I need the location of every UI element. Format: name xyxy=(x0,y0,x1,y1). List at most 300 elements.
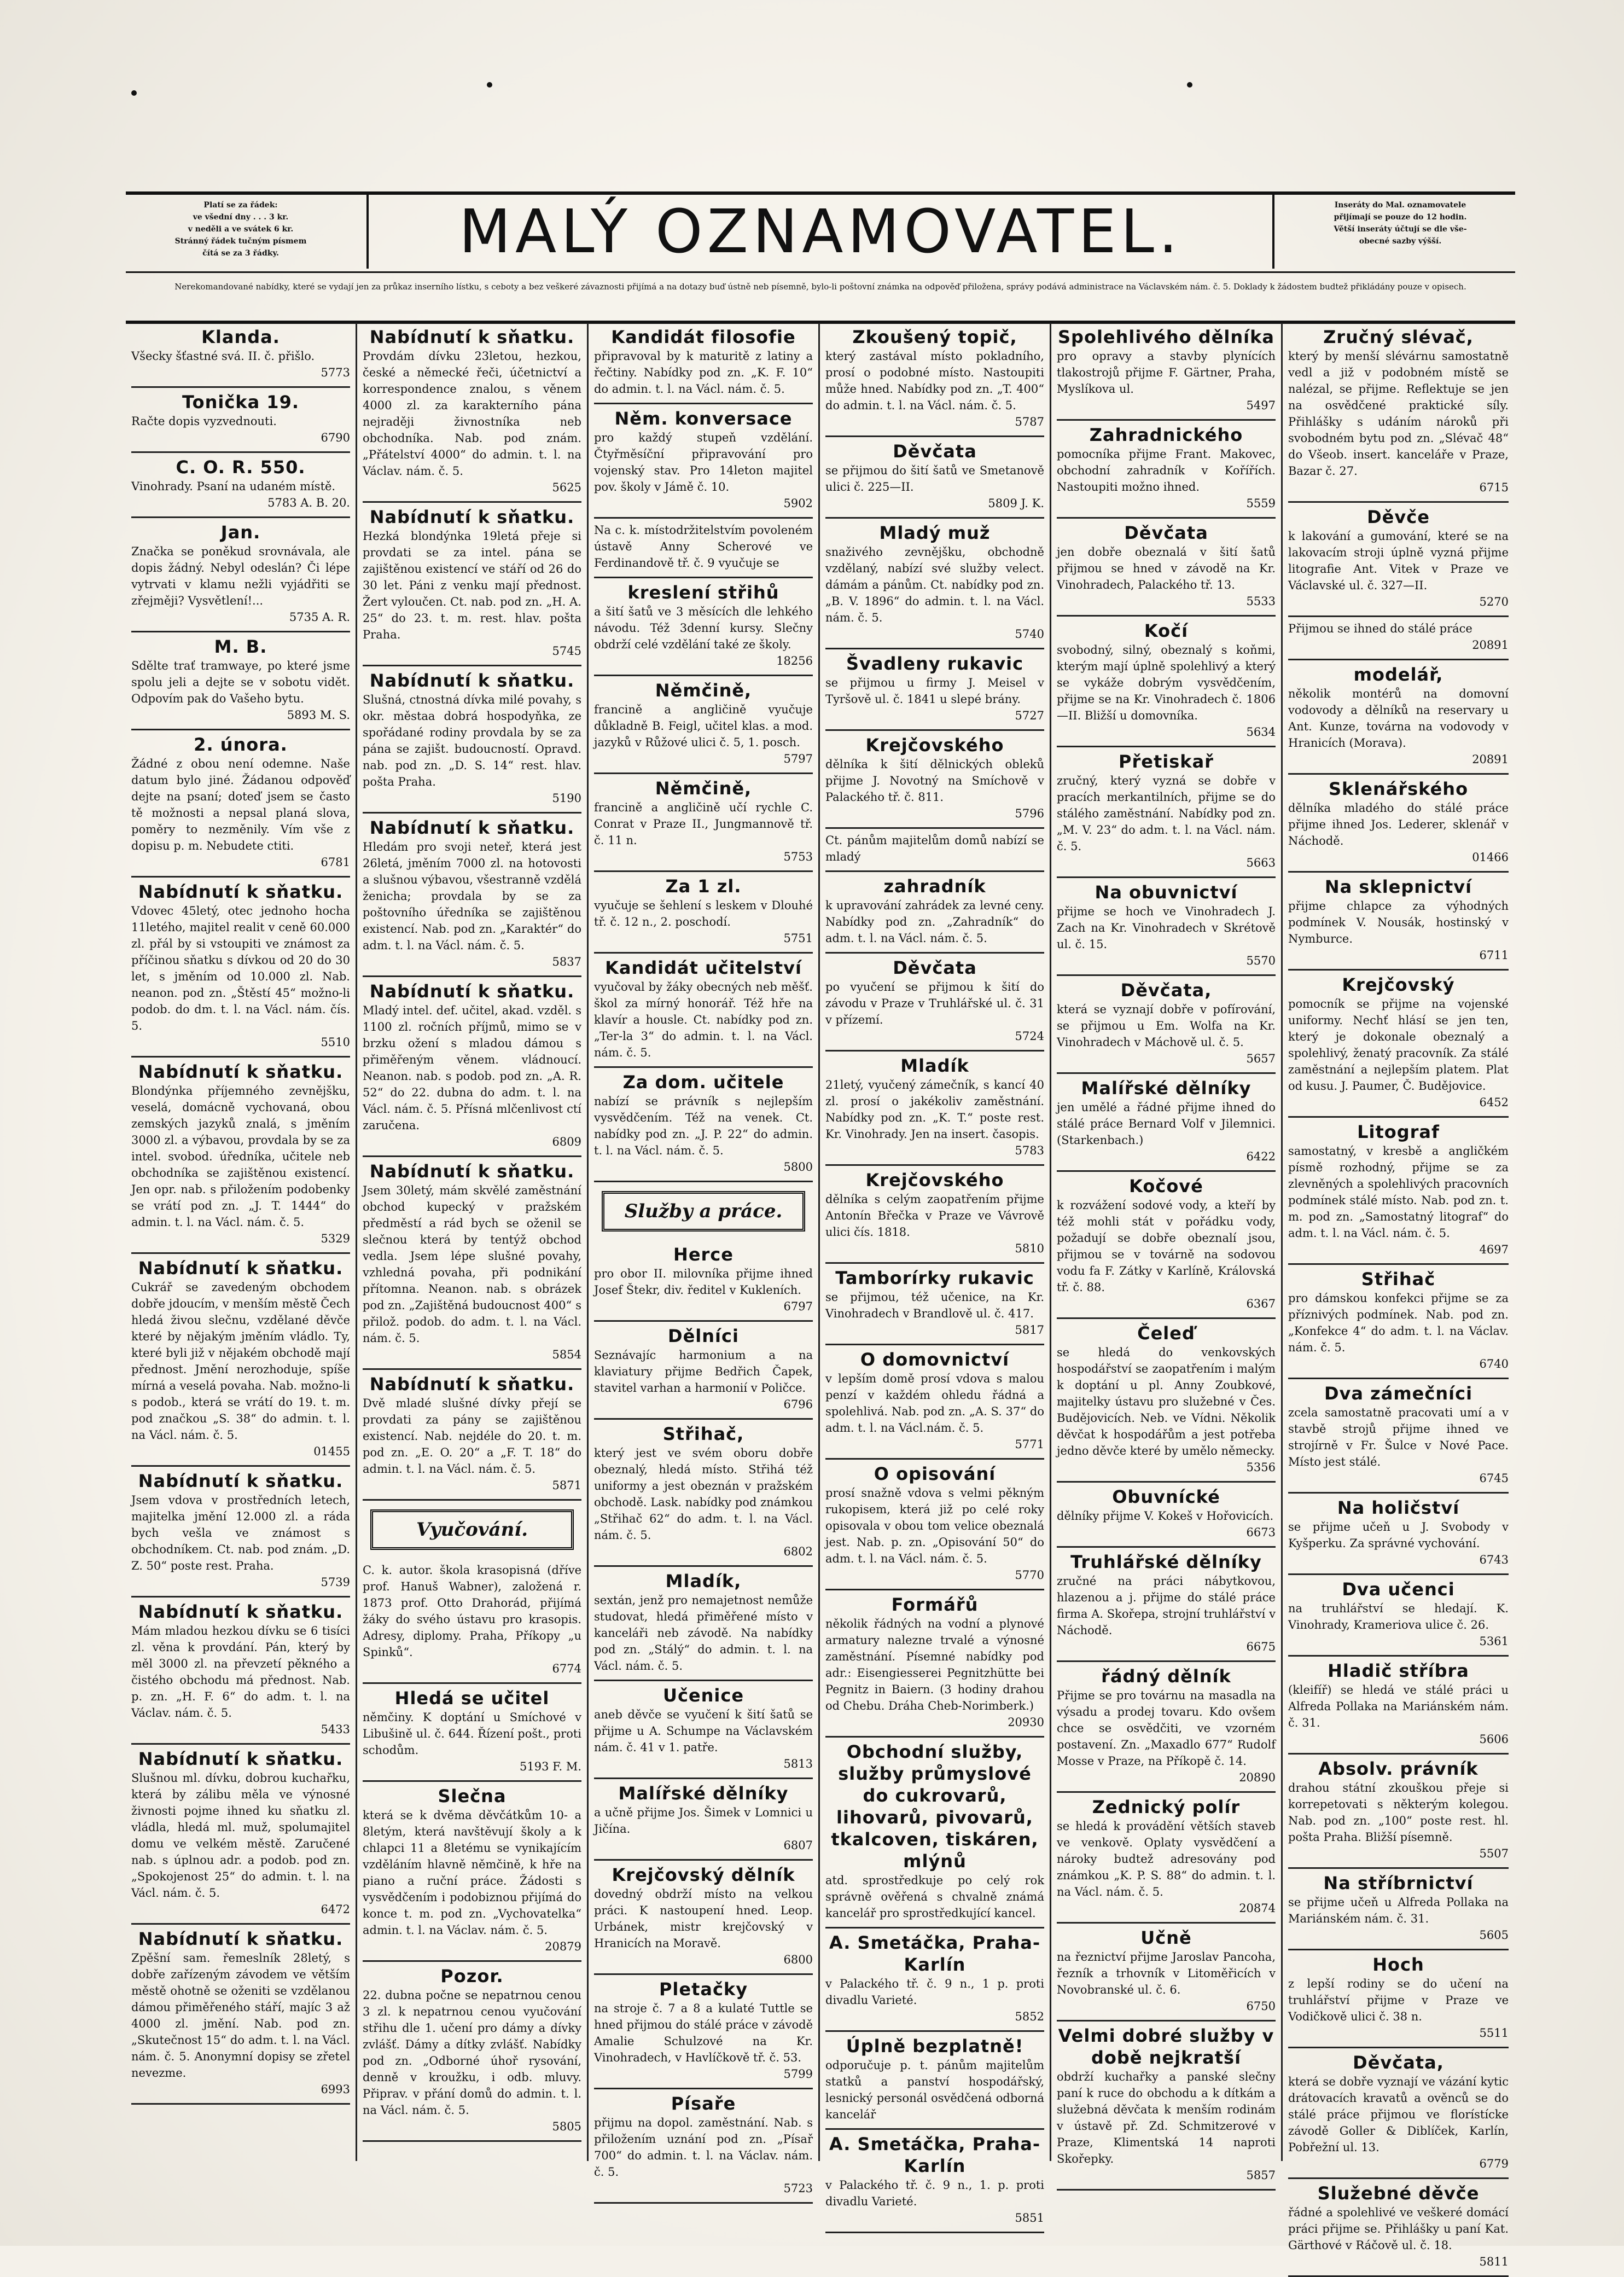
ad-code: 6472 xyxy=(321,1903,350,1916)
ad-title: Absolv. právník xyxy=(1318,1758,1479,1779)
ad-body: svobodný, silný, obeznalý s koňmi, kterým mají úplně spolehlivý a který se vykáže dobrým vysvědčením, přijme se na Kr. Vinohradech č. 1806—II. Bližší u domovníka. xyxy=(1057,643,1276,722)
ad-title: Nabídnutí k sňatku. xyxy=(138,1929,344,1949)
ad-title: Kočí xyxy=(1144,620,1189,641)
ad-code: 5787 xyxy=(1015,415,1044,428)
classified-ad xyxy=(363,1684,581,1782)
classified-ad xyxy=(1288,1265,1509,1379)
ad-code: 5799 xyxy=(783,2067,813,2081)
classified-ad xyxy=(1057,1319,1276,1483)
ad-body: několik montérů na domovní vodovody a dělníků na reservary u Ant. Kunze, továrna na vodovody v Hranicích (Morava). xyxy=(1288,687,1509,750)
ad-code: 5606 xyxy=(1479,1733,1509,1746)
ad-title: Nabídnutí k sňatku. xyxy=(369,1161,575,1182)
insert-note xyxy=(1285,199,1515,247)
classified-ad xyxy=(594,519,813,578)
ad-body: přijmu na dopol. zaměstnání. Nab. s přiložením uznání pod zn. „Písař 700“ do admin. t. l. na Václav. nám. č. 5. xyxy=(594,2116,813,2179)
ad-code: 5753 xyxy=(783,850,813,863)
ad-code: 5751 xyxy=(783,932,813,945)
ad-body: aneb děvče se vyučení k šití šatů se přijme u A. Schumpe na Václavském nám. č. 41 v 1. patře. xyxy=(594,1708,813,1754)
ad-title: Sklenářského xyxy=(1328,779,1469,799)
classified-ad xyxy=(594,1420,813,1567)
classified-ad xyxy=(363,1157,581,1370)
classified-ad xyxy=(131,1925,350,2105)
ad-code: 6745 xyxy=(1479,1472,1509,1485)
ad-body: přijme se hoch ve Vinohradech J. Zach na Kr. Vinohradech v Skrétově ul. č. 15. xyxy=(1057,905,1276,951)
ad-code: 5805 xyxy=(552,2120,581,2133)
ad-code: 6779 xyxy=(1479,2157,1509,2170)
classified-ad xyxy=(131,388,350,453)
classified-ad xyxy=(1288,1950,1509,2048)
classified-ad xyxy=(363,1962,581,2142)
classified-ad xyxy=(1288,2048,1509,2179)
classified-ad xyxy=(1288,1869,1509,1950)
ad-columns xyxy=(126,323,1515,2268)
ad-code: 20879 xyxy=(545,1940,581,1953)
ad-body: jen dobře obeznalá v šití šatů přijmou se hned v závodě na Kr. Vinohradech, Palackého tř. 13. xyxy=(1057,545,1276,591)
ad-title: Litograf xyxy=(1357,1122,1440,1142)
ad-title: O domovnictví xyxy=(860,1349,1010,1370)
ad-title: Krejčovského xyxy=(865,735,1004,756)
classified-ad xyxy=(1288,1575,1509,1657)
ad-title: Na obuvnictví xyxy=(1095,882,1238,903)
classified-ad xyxy=(825,1738,1044,1929)
classified-ad xyxy=(1288,1657,1509,1755)
ad-code: 5851 xyxy=(1015,2211,1044,2224)
ad-body: několik řádných na vodní a plynové armatury nalezne trvalé a výnosné zaměstnání. Písemné nabídky pod adr.: Eisengiesserei Pegnitzhütte bei Pegnitz in Baiern. (3 hodiny drahou od Chebu. Dráha Cheb-Norimberk.) xyxy=(825,1617,1044,1712)
ad-title: Zkoušený topič, xyxy=(852,327,1017,347)
classified-ad xyxy=(131,518,350,632)
ad-code: 6809 xyxy=(552,1135,581,1148)
ad-body: Přijmou se ihned do stálé práce xyxy=(1288,622,1472,635)
ad-title: Krejčovský xyxy=(1342,974,1455,995)
ad-title: Obchodní služby, služby průmyslové do cukrovarů, lihovarů, pivovarů, tkalcoven, tiskáren, mlýnů xyxy=(831,1741,1039,1872)
ad-body: Račte dopis vyzvednouti. xyxy=(131,415,277,428)
ad-title: Učně xyxy=(1140,1927,1192,1948)
newspaper-page xyxy=(126,191,1515,2268)
ad-title: Nabídnutí k sňatku. xyxy=(138,1258,344,1279)
ad-code: 5724 xyxy=(1015,1030,1044,1043)
ad-code: 20891 xyxy=(1472,638,1509,652)
ad-body: atd. sprostředkuje po celý rok správně ověřená s chvalně známá kancelář pro sprostředkující kancel. xyxy=(825,1874,1044,1920)
ad-code: 5625 xyxy=(552,481,581,494)
ad-code: 5657 xyxy=(1246,1052,1276,1065)
classified-ad xyxy=(131,730,350,878)
section-heading-teaching: Vyučování. xyxy=(370,1509,574,1550)
ad-body: pomocníka přijme Frant. Makovec, obchodní zahradník v Kořířích. Nastoupiti možno ihned. xyxy=(1057,448,1276,493)
ad-title: Mladík xyxy=(900,1055,969,1076)
ad-body: jen umělé a řádné přijme ihned do stálé práce Bernard Volf v Jilemnici. (Starkenbach.) xyxy=(1057,1101,1276,1147)
ad-code: 5771 xyxy=(1015,1438,1044,1451)
ad-code: 5800 xyxy=(783,1160,813,1174)
ad-title: Nabídnutí k sňatku. xyxy=(369,1374,575,1395)
classified-ad xyxy=(594,1068,813,1182)
ad-body: němčiny. K doptání u Smíchové v Libušině ul. č. 644. Řízení pošt., proti schodům. xyxy=(363,1711,581,1757)
ad-title: O opisování xyxy=(874,1463,996,1484)
ad-body: vyučuje se šehlení s leskem v Dlouhé tř. č. 12 n., 2. poschodí. xyxy=(594,899,813,928)
ad-code: 5634 xyxy=(1246,725,1276,739)
ad-title: Děvče xyxy=(1367,507,1430,527)
classified-ad xyxy=(825,1929,1044,2032)
ad-code: 5329 xyxy=(321,1232,350,1245)
ad-code: 6452 xyxy=(1479,1096,1509,1109)
ad-body: po vyučení se přijmou k šití do závodu v Praze v Truhlářské ul. č. 31 v přízemí. xyxy=(825,980,1044,1026)
ad-title: Hladič stříbra xyxy=(1328,1660,1469,1681)
ad-code: 6673 xyxy=(1246,1526,1276,1539)
ad-body: zručný, který vyzná se dobře v pracích merkantilních, přijme se do stálého zaměstnání. Nabídky pod zn. „M. V. 23“ do adm. t. l. na Václ. nám. č. 5. xyxy=(1057,774,1276,853)
ad-code: 5559 xyxy=(1246,497,1276,510)
classified-ad xyxy=(594,872,813,954)
scan-speck xyxy=(131,90,137,96)
ad-body: Značka se poněkud srovnávala, ale dopis žádný. Nebyl odeslán? Či lépe vytrvati v klamu nežli vyjádřiti se zřejměji? Vysvětlení!... xyxy=(131,545,350,607)
classified-ad xyxy=(1057,1172,1276,1319)
ad-body: dovedný obdrží místo na velkou práci. K nastoupení hned. Leop. Urbánek, mistr krejčovský v Hranicích na Moravě. xyxy=(594,1887,813,1950)
classified-ad xyxy=(1057,1662,1276,1793)
ad-body: zcela samostatně pracovati umí a v stavbě strojů přijme ihned ve strojírně v Fr. Šulce v Nové Pace. Místo jest stálé. xyxy=(1288,1406,1509,1468)
ad-code: 5735 A. R. xyxy=(289,611,350,624)
classified-ad xyxy=(825,1460,1044,1590)
ad-body: se přijme učeň u Alfreda Pollaka na Mariánském nám. č. 31. xyxy=(1288,1896,1509,1925)
classified-ad xyxy=(825,519,1044,649)
ad-code: 6675 xyxy=(1246,1640,1276,1653)
classified-ad xyxy=(1288,1118,1509,1265)
ad-title: A. Smetáčka, Praha-Karlín xyxy=(829,1932,1041,1975)
ad-body: pro opravy a stavby plynících tlakostrojů přijme F. Gärtner, Praha, Myslíkova ul. xyxy=(1057,350,1276,396)
ad-code: 5511 xyxy=(1479,2026,1509,2040)
ad-code: 5605 xyxy=(1479,1929,1509,1942)
ad-body: Mladý intel. def. učitel, akad. vzděl. s 1100 zl. ročních příjmů, mimo se v brzku ožení s mladou dámou s přiměřeným věnem. vládnoucí. Neanon. nab. s podob. pod zn. „A. R. 52“ do 22. dubna do adm. t. l. na Václ. nám. č. 5. Přísná mlčenlivost ctí zaručena. xyxy=(363,1004,581,1132)
ad-body: se přijme učeň u J. Svobody v Kyšperku. Za správné vychování. xyxy=(1288,1520,1509,1550)
ad-body: pro každý stupeň vzdělání. Čtyřměsíční připravování pro vojenský stav. Pro 14leton majitel pov. školy v Jámě č. 10. xyxy=(594,431,813,493)
ad-code: 5783 A. B. 20. xyxy=(267,496,350,509)
classified-ad xyxy=(1288,617,1509,660)
ad-title: C. O. R. 550. xyxy=(176,457,306,478)
ad-body: řádné a spolehlivé ve veškeré domácí práci přijme se. Přihlášky u paní Kat. Gärthové v Ráčově ul. č. 18. xyxy=(1288,2206,1509,2252)
ad-title: Obuvnícké xyxy=(1112,1486,1220,1507)
classified-ad xyxy=(594,404,813,519)
ad-code: 01466 xyxy=(1472,851,1509,864)
classified-ad xyxy=(825,1166,1044,1264)
ad-title: Děvčata xyxy=(893,441,977,462)
classified-ad xyxy=(1288,2179,1509,2277)
classified-ad xyxy=(1057,747,1276,878)
page-title: MALÝ OZNAMOVATEL. xyxy=(366,195,1274,269)
ad-title: Dělníci xyxy=(668,1326,739,1346)
classified-ad xyxy=(1057,878,1276,976)
ad-body: obdrží kuchařky a panské slečny paní k ruce do obchodu a k dítkám a služebná děvčata k menším rodinám v ústavě př. Zd. Schmitzerové v Praze, Klimentská 14 naproti Skořepky. xyxy=(1057,2070,1276,2165)
ad-code: 5433 xyxy=(321,1723,350,1736)
classified-ad xyxy=(825,2032,1044,2130)
ad-body: Ct. pánům majitelům domů nabízí se mladý xyxy=(825,834,1044,863)
ad-code: 18256 xyxy=(776,654,813,667)
ad-body: Žádné z obou není odemne. Naše datum bylo jiné. Žádanou odpověď dejte na psaní; doteď jsem se často tě možnosti a nepsal planá slova, poměry to nezměnily. Vím vše z dopisu p. m. Nebudete ctiti. xyxy=(131,757,350,852)
ad-code: 5663 xyxy=(1246,856,1276,869)
classified-ad xyxy=(131,323,350,388)
classified-ad xyxy=(594,1681,813,1779)
ad-body: nabízí se právník s nejlepším vysvědčením. Též na venek. Ct. nabídky pod zn. „J. P. 22“ do admin. t. l. na Václ. nám. č. 5. xyxy=(594,1095,813,1157)
ad-title: Na stříbrnictví xyxy=(1323,1873,1474,1893)
column-6 xyxy=(1283,323,1514,2268)
ad-code: 5871 xyxy=(552,1479,581,1492)
ad-code: 5902 xyxy=(783,497,813,510)
price-note-line: Stránný řádek tučným písmem xyxy=(174,237,307,246)
price-note-line: Platí se za řádek: xyxy=(203,201,278,210)
ad-body: snaživého zevnějšku, obchodně vzdělaný, nabízí své služby velect. dámám a pánům. Ct. nabídky pod zn. „B. V. 1896“ do admin. t. l. na Václ. nám. č. 5. xyxy=(825,545,1044,624)
ad-body: k lakování a gumování, které se na lakovacím stroji úplně vyzná přijme litografie Ant. Vitek v Praze ve Václavské ul. č. 327—II. xyxy=(1288,530,1509,592)
ad-title: Dva učenci xyxy=(1342,1579,1455,1600)
ad-title: Němčině, xyxy=(655,778,752,799)
ad-body: 22. dubna počne se nepatrnou cenou 3 zl. k nepatrnou cenou vyučování střihu dle 1. učení pro dámy a dívky zvlášť. Dámy a dítky zvlášť. Nabídky pod zn. „Odborné úhoř rysování, denně v kroužku, i odb. mluvy. Připrav. v přání domů do admin. t. l. na Václ. nám. č. 5. xyxy=(363,1989,581,2117)
ad-title: Kandidát filosofie xyxy=(611,327,796,347)
ad-body: dělníka mladého do stálé práce přijme ihned Jos. Lederer, sklenář v Náchodě. xyxy=(1288,801,1509,847)
ad-body: Zpěšní sam. řemeslník 28letý, s dobře zařízeným závodem ve větším městě ohotně se oženiti se vzdělanou dámou přiměřeného stáří, majíc 3 až 4000 zl. jmění. Nab. pod zn. „Skutečnost 15“ do adm. t. l. na Václ. nám. č. 5. Anonymní dopisy se zřetel nevezme. xyxy=(131,1951,350,2079)
ad-code: 5533 xyxy=(1246,595,1276,608)
ad-body: se hledá k provádění větších staveb ve venkově. Oplaty vysvědčení a nároky budtež adresovány pod známkou „K. P. S. 88“ do admin. t. l. na Václ. nám. č. 5. xyxy=(1057,1820,1276,1898)
column-5 xyxy=(1051,323,1283,2182)
ad-title: Na sklepnictví xyxy=(1324,876,1472,897)
ad-title: Krejčovského xyxy=(865,1170,1004,1190)
ad-body: francině a angličině učí rychle C. Conrat v Praze II., Jungmannově tř. č. 11 n. xyxy=(594,801,813,847)
ad-title: Hledá se učitel xyxy=(394,1688,550,1709)
ad-code: 6750 xyxy=(1246,2000,1276,2013)
ad-title: M. B. xyxy=(214,636,267,657)
ad-body: Jsem 30letý, mám skvělé zaměstnání obchod kupecký v pražském předměstí a rád bych se oženil se slečnou která by tentýž obchod vedla. Jsem lépe slušné povahy, vzhledná povaha, při podnikání přítomna. Neanon. nab. s obrázek pod zn. „Zajištěná budoucnost 400“ s přilož. podob. do adm. t. l. na Václ. nám. č. 5. xyxy=(363,1184,581,1345)
administration-note: Nerekomandované nabídky, které se vydají jen za průkaz inserního lístku, s ceboty a bez veškeré závaznosti přijímá a na dotazy buď ústně neb písemně, bylo-li poštovní známka na odpověď přiložena, správy podává administrace na Václavském nám. č. 5. Doklady k žádostem budtež přikládány pouze v opisech. xyxy=(126,271,1515,324)
ad-body: Mám mladou hezkou dívku se 6 tisíci zl. věna k provdání. Pán, který by měl 3000 zl. na převzetí pěkného a čistého obchodu má přednost. Nab. p. zn. „H. F. 6“ do adm. t. l. na Václav. nám. č. 5. xyxy=(131,1624,350,1720)
ad-title: Kočové xyxy=(1129,1176,1203,1196)
classified-ad xyxy=(1057,976,1276,1074)
ad-title: Učenice xyxy=(662,1685,744,1706)
insert-note-line: Větší inseráty účtují se dle vše- xyxy=(1334,225,1467,234)
ad-code: 6743 xyxy=(1479,1553,1509,1566)
ad-body: Provdám dívku 23letou, hezkou, české a německé řeči, účetnictví a korrespondence znalou, s věnem 4000 zl. za karakterního pána nejraději živnostníka neb obchodníka. Nab. pod znám. „Přátelství 4000“ do admin. t. l. na Václav. nám. č. 5. xyxy=(363,350,581,478)
ad-code: 5723 xyxy=(783,2182,813,2195)
ad-code: 5773 xyxy=(321,366,350,379)
ad-body: C. k. autor. škola krasopisná (dříve prof. Hanuš Wabner), založená r. 1873 prof. Otto Drahorád, přijímá žáky do svého ústavu pro krasopis. Adresy, diplomy. Praha, Příkopy „u Spinků“. xyxy=(363,1564,581,1659)
ad-code: 6781 xyxy=(321,856,350,869)
ad-body: v Palackého tř. č. 9 n., 1 p. proti divadlu Varieté. xyxy=(825,1977,1044,2007)
ad-code: 20890 xyxy=(1239,1771,1276,1784)
ad-body: který by menší slévárnu samostatně vedl a již v podobném místě se nalézal, se přijme. Reflektuje se jen na osvědčené praktické síly. Přihlášky s udáním nároků při svobodném bytu pod zn. „Slévač 48“ do Všeob. insert. kanceláře v Praze, Bazar č. 27. xyxy=(1288,350,1509,478)
ad-body: z lepší rodiny se do učení na truhlářství přijme v Praze ve Vodičkově ulici č. 38 n. xyxy=(1288,1977,1509,2023)
ad-body: přijme chlapce za výhodných podmínek V. Nousák, hostinský v Nymburce. xyxy=(1288,899,1509,945)
ad-body: připravoval by k maturitě z latiny a řečtiny. Nabídky pod zn. „K. F. 10“ do admin. t. l. na Václ. nám. č. 5. xyxy=(594,350,813,396)
ad-body: se přijmou u firmy J. Meisel v Tyršově ul. č. 1841 u slepé brány. xyxy=(825,676,1044,706)
classified-ad xyxy=(1057,323,1276,421)
classified-ad xyxy=(1288,503,1509,617)
ad-title: Klanda. xyxy=(201,327,280,347)
ad-title: řádný dělník xyxy=(1101,1666,1231,1687)
ad-code: 5837 xyxy=(552,955,581,968)
ad-code: 5810 xyxy=(1015,1242,1044,1255)
ad-title: kreslení střihů xyxy=(627,582,779,603)
ad-title: Velmi dobré služby v době nejkratší xyxy=(1058,2025,1274,2068)
ad-title: Pletačky xyxy=(659,1979,748,2000)
ad-title: Truhlářské dělníky xyxy=(1070,1552,1262,1572)
ad-title: Jan. xyxy=(220,522,261,543)
ad-body: Sdělte trať tramwaye, po které jsme spolu jeli a dejte se v sobotu vidět. Odpovím pak do Vašeho bytu. xyxy=(131,659,350,705)
ad-body: Vdovec 45letý, otec jednoho hocha 11letého, majitel realit v ceně 60.000 zl. přál by si vstoupiti ve známost za příčinou sňatku s dívkou od 20 do 30 let, s jměním od 10.000 zl. Nab. neanon. pod zn. „Štěstí 45“ možno-li podob. do dm. t. l. na Václ. nám. čís. 5. xyxy=(131,904,350,1032)
ad-body: pro dámskou konfekci přijme se za příznivých podmínek. Nab. pod zn. „Konfekce 4“ do adm. t. l. na Václav. nám. č. 5. xyxy=(1288,1292,1509,1354)
ad-code: 6807 xyxy=(783,1839,813,1852)
ad-body: Blondýnka příjemného zevnějšku, veselá, domácně vychovaná, obou zemských jazyků znalá, s jměním 3000 zl. a výbavou, provdala by se za intel. svobod. úředníka, učitele neb obchodníka se zajištěnou existencí. Jen opr. nab. s přiložením podobenky se vrátí pod zn. „J. T. 1444“ do admin. t. l. na Václ. nám. č. 5. xyxy=(131,1084,350,1229)
ad-body: Slušná, ctnostná dívka milé povahy, s okr. městaa dobrá hospodyňka, ze spořádané rodiny provdala by se za pána se zajišt. budoucností. Opravd. nab. pod zn. „D. S. 14“ rest. hlav. pošta Praha. xyxy=(363,693,581,788)
ad-body: zručné na práci nábytkovou, hlazenou a j. přijme do stálé práce firma A. Skořepa, strojní truhlářství v Náchodě. xyxy=(1057,1575,1276,1637)
price-note-line: ve všední dny . . . 3 kr. xyxy=(193,213,289,222)
ad-code: 5893 M. S. xyxy=(287,708,350,722)
classified-ad xyxy=(825,1264,1044,1345)
classified-ad xyxy=(594,774,813,872)
ad-title: Na holičství xyxy=(1337,1497,1460,1518)
ad-title: Tonička 19. xyxy=(182,392,299,413)
classified-ad xyxy=(825,829,1044,872)
price-note-line: v neděli a ve svátek 6 kr. xyxy=(188,225,294,234)
ad-body: se přijmou, též učenice, na Kr. Vinohradech v Brandlově ul. č. 417. xyxy=(825,1291,1044,1320)
ad-title: 2. února. xyxy=(194,734,288,755)
classified-ad xyxy=(131,453,350,518)
ad-body: Dvě mladé slušné dívky přejí se provdati za pány se zajištěnou existencí. Nab. nejdéle do 20. t. m. pod zn. „E. O. 20“ a „F. T. 18“ do admin. t. l. na Václ. nám. č. 5. xyxy=(363,1397,581,1476)
ad-code: 5796 xyxy=(1015,807,1044,820)
ad-code: 5361 xyxy=(1479,1635,1509,1648)
ad-body: Seznávajíc harmonium a na klaviatury přijme Bedřich Čapek, stavitel varhan a harmonií v Poličce. xyxy=(594,1349,813,1395)
ad-body: na truhlářství se hledají. K. Vinohrady, Krameriova ulice č. 26. xyxy=(1288,1602,1509,1631)
ad-body: dělníka k šití dělnických obleků přijme J. Novotný na Smíchově v Palackého tř. č. 811. xyxy=(825,758,1044,804)
ad-code: 20930 xyxy=(1008,1716,1044,1729)
classified-ad xyxy=(1057,421,1276,519)
classified-ad xyxy=(131,1058,350,1254)
classified-ad xyxy=(594,323,813,404)
ad-code: 5770 xyxy=(1015,1569,1044,1582)
ad-title: Nabídnutí k sňatku. xyxy=(138,881,344,902)
classified-ad xyxy=(1057,1074,1276,1172)
classified-ad xyxy=(363,814,581,977)
ad-title: Mladý muž xyxy=(879,522,991,543)
ad-code: 6796 xyxy=(783,1398,813,1411)
ad-body: 21letý, vyučený zámečník, s kancí 40 zl. prosí o jakékoliv zaměstnání. Nabídky pod zn. „K. T.“ poste rest. Kr. Vinohrady. Jen na insert. časopis. xyxy=(825,1078,1044,1141)
ad-title: Nabídnutí k sňatku. xyxy=(369,981,575,1002)
classified-ad xyxy=(825,954,1044,1052)
classified-ad xyxy=(1288,775,1509,873)
ad-body: která se dobře vyznají ve vázání kytic drátovacích kravatů a ověnců se do stálé práce přijmou ve florístícke závodě Goller & Diblíček, Karlín, Pobřežní ul. 13. xyxy=(1288,2075,1509,2154)
column-4 xyxy=(820,323,1051,2224)
ad-title: Nabídnutí k sňatku. xyxy=(369,327,575,347)
ad-code: 6800 xyxy=(783,1953,813,1966)
ad-code: 6715 xyxy=(1479,481,1509,494)
ad-title: Střihač xyxy=(1361,1269,1436,1289)
classified-ad xyxy=(363,1782,581,1962)
classified-ad xyxy=(825,731,1044,829)
ad-body: Slušnou ml. dívku, dobrou kuchařku, která by zálibu měla ve výnosné živnosti pojme ihned ku sňatku zl. vládla, hledá ml. muž, spolumajitel domu ve velkém městě. Zaručené nab. s úplnou adr. a podob. pod zn. „Spokojenost 25“ do admin. t. l. na Václ. nám. č. 5. xyxy=(131,1771,350,1900)
classified-ad xyxy=(825,1052,1044,1166)
ad-code: 5570 xyxy=(1246,954,1276,967)
ad-code: 5507 xyxy=(1479,1847,1509,1860)
ad-title: Střihač, xyxy=(662,1424,744,1444)
ad-code: 5193 F. M. xyxy=(520,1760,581,1773)
ad-title: Slečna xyxy=(438,1786,507,1807)
ad-title: Děvčata xyxy=(893,957,977,978)
ad-body: (kleifíř) se hledá ve stálé práci u Alfreda Pollaka na Mariánském nám. č. 31. xyxy=(1288,1683,1509,1729)
masthead xyxy=(126,191,1515,324)
classified-ad xyxy=(594,1975,813,2089)
ad-code: 5356 xyxy=(1246,1461,1276,1474)
ad-title: Zručný slévač, xyxy=(1323,327,1474,347)
ad-code: 5852 xyxy=(1015,2010,1044,2023)
ad-title: modelář, xyxy=(1353,664,1443,685)
ad-title: Za dom. učitele xyxy=(622,1072,784,1093)
classified-ad xyxy=(594,1567,813,1681)
ad-body: pro obor II. milovníka přijme ihned Josef Štekr, div. ředitel v Kukleních. xyxy=(594,1267,813,1297)
classified-ad xyxy=(363,977,581,1157)
classified-ad xyxy=(594,676,813,774)
classified-ad xyxy=(131,1467,350,1598)
ad-title: Švadleny rukavic xyxy=(846,653,1024,674)
ad-code: 20891 xyxy=(1472,753,1509,766)
ad-code: 5809 J. K. xyxy=(988,497,1044,510)
ad-title: Úplně bezplatně! xyxy=(846,2036,1024,2057)
ad-code: 5854 xyxy=(552,1348,581,1361)
ad-title: Děvčata xyxy=(1124,522,1208,543)
ad-title: A. Smetáčka, Praha-Karlín xyxy=(829,2134,1041,2176)
scan-speck xyxy=(1187,82,1192,88)
classified-ad xyxy=(131,878,350,1058)
ad-title: Nabídnutí k sňatku. xyxy=(369,507,575,527)
column-3 xyxy=(589,323,820,2195)
ad-code: 6740 xyxy=(1479,1357,1509,1370)
classified-ad xyxy=(594,1861,813,1975)
ad-title: Nabídnutí k sňatku. xyxy=(138,1601,344,1622)
ad-body: dělníka s celým zaopatřením přijme Antonín Břečka v Praze ve Vávrově ulici čís. 1818. xyxy=(825,1193,1044,1239)
ad-code: 5727 xyxy=(1015,709,1044,722)
section-heading-services: Služby a práce. xyxy=(602,1191,805,1232)
price-note-line: čítá se za 3 řádky. xyxy=(202,249,279,258)
ad-code: 5813 xyxy=(783,1757,813,1770)
classified-ad xyxy=(1288,873,1509,971)
classified-ad xyxy=(363,666,581,814)
ad-title: Hoch xyxy=(1372,1954,1424,1975)
ad-code: 5270 xyxy=(1479,595,1509,608)
column-1 xyxy=(126,323,357,2161)
classified-ad xyxy=(1288,1755,1509,1869)
ad-title: Písaře xyxy=(671,2093,736,2114)
classified-ad xyxy=(131,632,350,730)
ad-body: se hledá do venkovských hospodářství se zaopatřením i malým k doptání u pl. Anny Zoubkové, majitelky ústavu pro služebné v Čes. Budějovicích. Neb. ve Vídni. Několik děvčat k hospodářům a jest potřeba jedno děvče které by umělo německy. xyxy=(1057,1346,1276,1457)
ad-code: 4697 xyxy=(1479,1243,1509,1256)
ad-body: vyučoval by žáky obecných neb měšť. škol za mírný honorář. Též hře na klavír a housle. Ct. nabídky pod zn. „Ter-la 3“ do admin. t. l. na Václ. nám. č. 5. xyxy=(594,980,813,1059)
classified-ad xyxy=(594,578,813,676)
ad-body: k upravování zahrádek za levné ceny. Nabídky pod zn. „Zahradník“ do adm. t. l. na Václ. nám. č. 5. xyxy=(825,899,1044,945)
classified-ad xyxy=(363,503,581,666)
ad-body: v Palackého tř. č. 9 n., 1. p. proti divadlu Varieté. xyxy=(825,2179,1044,2208)
ad-title: Přetiskař xyxy=(1119,751,1214,772)
ad-body: Hledám pro svoji neteř, která jest 26letá, jměním 7000 zl. na hotovosti a slušnou výbavou, všestranně vzdělá ženicha; provdala by se za poštovního úředníka se zajištěnou existencí. Nab. pod zn. „Karaktér“ do adm. t. l. na Václ. nám. č. 5. xyxy=(363,840,581,952)
ad-body: sextán, jenž pro nemajetnost nemůže studovat, hledá přiměřené místo v kanceláři neb závodě. Na nabídky pod zn. „Stálý“ do admin. t. l. na Václ. nám. č. 5. xyxy=(594,1594,813,1672)
ad-body: který jest ve svém oboru dobře obeznalý, hledá místo. Střihá též uniformy a jest obeznán v pražském obchodě. Lask. nabídky pod známkou „Střihač 62“ do adm. t. l. na Václ. nám. č. 5. xyxy=(594,1447,813,1542)
insert-note-line: přijímají se pouze do 12 hodin. xyxy=(1334,213,1467,222)
ad-body: Všecky šťastné svá. II. č. přišlo. xyxy=(131,350,315,363)
ad-body: na řeznictví přijme Jaroslav Pancoha, řezník a trhovník v Litoměřicích v Novobranské ul. č. 6. xyxy=(1057,1950,1276,1996)
classified-ad xyxy=(1288,1494,1509,1575)
ad-body: Cukrář se zavedeným obchodem dobře jdoucím, v menším městě Čech hledá živou slečnu, vzdělané děvče které by nějakým jměním vládlo. Ty, které byli již v nějakém obchodě mají přednost. Jmění nerozhoduje, spíše mírná a veselá povaha. Nab. možno-li s podob., která se vrátí do 19. t. m. pod značkou „S. 38“ do admin. t. l. na Václ. nám. č. 5. xyxy=(131,1281,350,1442)
ad-title: Krejčovský dělník xyxy=(612,1864,795,1885)
ad-body: pomocník se přijme na vojenské uniformy. Nechť hlásí se jen ten, který je dokonale obeznalý a spolehlivý, ženatý pracovník. Za stálé zaměstnání a nejlepším platem. Plat od kusu. J. Paumer, Č. Budějovice. xyxy=(1288,997,1509,1093)
ad-body: která se k dvěma děvčátkům 10- a 8letým, která navštěvují školy a k chlapci 11 a 8letému se vynikajícím vzděláním hlavně němčině, k hře na piano a ruční práce. Žádosti s vysvědčením i podobiznou přijímá do konce t. m. pod zn. „Vychovatelka“ admin. t. l. na Václav. nám. č. 5. xyxy=(363,1809,581,1937)
insert-note-line: Inseráty do Mal. oznamovatele xyxy=(1334,201,1466,210)
classified-ad xyxy=(594,1322,813,1420)
classified-ad xyxy=(1057,1483,1276,1548)
ad-code: 5817 xyxy=(1015,1323,1044,1337)
ad-title: Nabídnutí k sňatku. xyxy=(138,1061,344,1082)
classified-ad xyxy=(1057,1548,1276,1662)
ad-code: 6422 xyxy=(1246,1150,1276,1163)
ad-body: samostatný, v kresbě a angličkém písmě rozhodný, přijme se za zlevněných a spolehlivých pracovních podmínek stálé místo. Nab. pod zn. t. m. pod zn. „Samostatný litograf“ do adm. t. l. na Václ. nám. č. 5. xyxy=(1288,1145,1509,1240)
